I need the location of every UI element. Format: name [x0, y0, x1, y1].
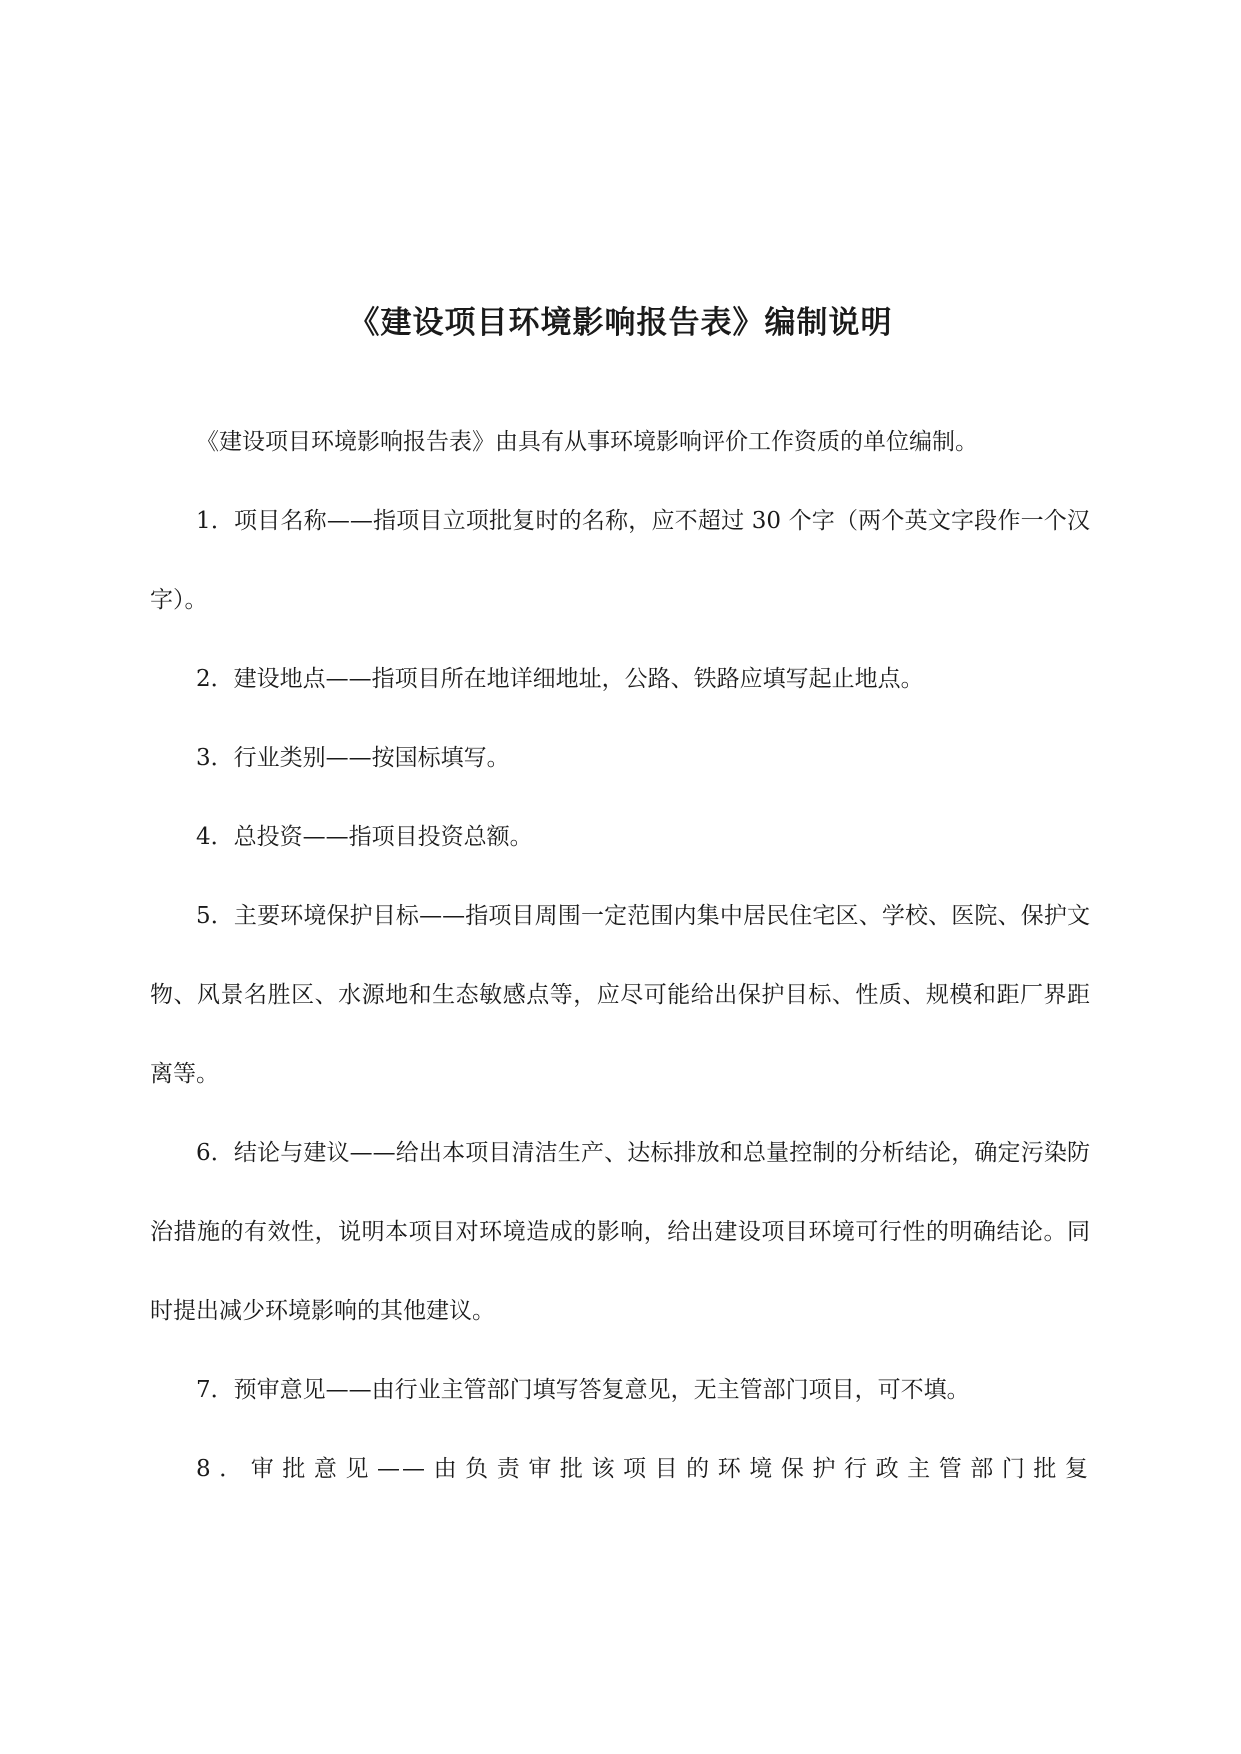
item-industry-category: 3．行业类别——按国标填写。	[196, 745, 510, 771]
item-project-name: 1．项目名称——指项目立项批复时的名称，应不超过 30 个字（两个英文字段作一个汉字）。	[150, 508, 1090, 613]
item-construction-site: 2．建设地点——指项目所在地详细地址，公路、铁路应填写起止地点。	[196, 666, 924, 692]
item-total-investment: 4．总投资——指项目投资总额。	[196, 824, 533, 850]
item-protection-targets: 5．主要环境保护目标——指项目周围一定范围内集中居民住宅区、学校、医院、保护文物、风景名胜区、水源地和生态敏感点等，应尽可能给出保护目标、性质、规模和距厂界距离等。	[150, 903, 1090, 1087]
document-title: 《建设项目环境影响报告表》编制说明	[348, 305, 893, 341]
item-conclusions: 6．结论与建议——给出本项目清洁生产、达标排放和总量控制的分析结论，确定污染防治措施的有效性，说明本项目对环境造成的影响，给出建设项目环境可行性的明确结论。同时提出减少环境影响的其他建议。	[150, 1140, 1090, 1324]
item-preliminary-review: 7．预审意见——由行业主管部门填写答复意见，无主管部门项目，可不填。	[196, 1377, 970, 1403]
item-approval-opinion: 8．审批意见——由负责审批该项目的环境保护行政主管部门批复	[196, 1456, 1090, 1482]
intro-paragraph: 《建设项目环境影响报告表》由具有从事环境影响评价工作资质的单位编制。	[196, 429, 978, 455]
document-body	[150, 403, 1090, 1509]
